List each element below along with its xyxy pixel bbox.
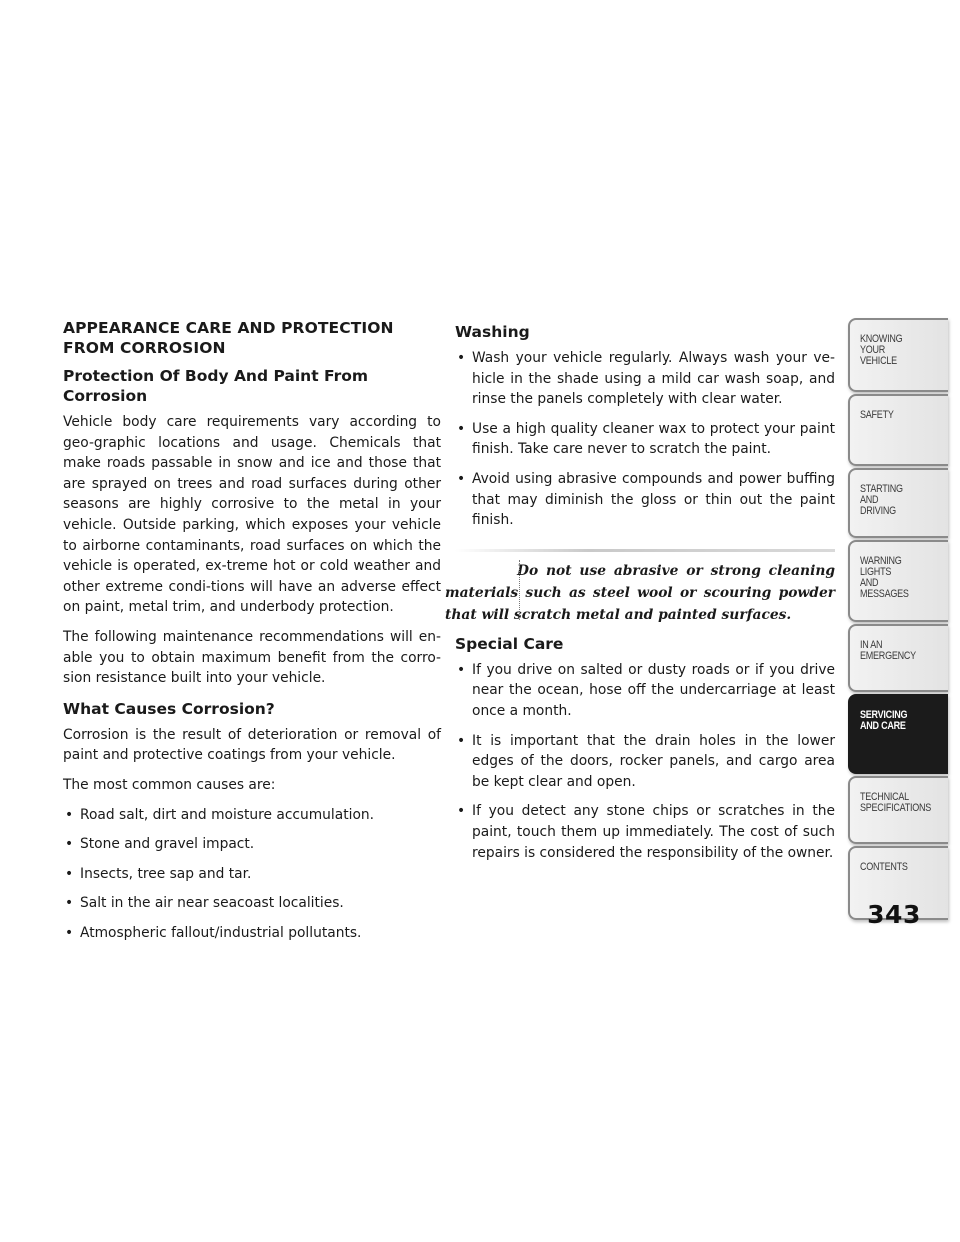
subheading-washing: Washing (455, 323, 530, 341)
list-item: • Insects, tree sap and tar. (63, 864, 441, 885)
list-item: • Stone and gravel impact. (63, 834, 441, 855)
list-item: • Avoid using abrasive compounds and power buffing that may diminish the gloss or thin out the paint finish. (457, 470, 835, 529)
causes-list (63, 805, 441, 944)
list-item: • Wash your vehicle regularly. Always wash your ve-hicle in the shade using a mild car wash soap, and rinse the panels completely with clear water. (457, 350, 835, 408)
caution-divider (455, 549, 835, 552)
bullet: • (65, 806, 74, 823)
left-column (63, 318, 441, 952)
list-item: • Atmospheric fallout/industrial pollutants. (63, 923, 441, 944)
bullet: • (457, 732, 466, 749)
section-tabs (848, 318, 948, 922)
list-item: • Use a high quality cleaner wax to protect your paint finish. Take care never to scratch the paint. (457, 420, 835, 458)
tab-servicing-and-care[interactable]: SERVICING AND CARE (848, 694, 948, 774)
list-item: • It is important that the drain holes in the lower edges of the doors, rocker panels, and cargo area be kept clear and open. (457, 732, 835, 790)
bullet: • (65, 895, 74, 912)
tab-warning-lights-and-messages[interactable]: WARNING LIGHTS AND MESSAGES (848, 540, 948, 622)
caution-marker (519, 560, 522, 620)
bullet: • (457, 350, 466, 366)
bullet: • (65, 865, 74, 882)
tab-safety[interactable]: SAFETY (848, 394, 948, 466)
tab-in-an-emergency[interactable]: IN AN EMERGENCY (848, 624, 948, 692)
tab-contents[interactable]: CONTENTS (848, 846, 948, 920)
tab-technical-specifications[interactable]: TECHNICAL SPECIFICATIONS (848, 776, 948, 844)
paragraph-common-causes: The most common causes are: (63, 776, 276, 793)
list-item: • If you drive on salted or dusty roads or if you drive near the ocean, hose off the undercarriage at least once a month. (457, 661, 835, 719)
bullet: • (65, 836, 74, 853)
caution-box (445, 549, 835, 626)
bullet: • (457, 420, 466, 437)
list-item: • If you detect any stone chips or scratches in the paint, touch them up immediately. The cost of such repairs is considered the responsibility of the owner. (457, 803, 835, 861)
paragraph-body-care: Vehicle body care requirements vary according to geo-graphic locations and usage. Chemicals that make roads passable in snow and ice and those that are sprayed on trees and road surfaces during other seasons are highly corrosive to the metal in your vehicle. Outside parking, which exposes your vehicle to airborne contaminants, road surfaces on which the vehicle is operated, ex-treme hot or cold weather and other extreme condi-tions will have an adverse effect on paint, metal trim, and underbody protection. (63, 414, 441, 616)
subheading-special-care: Special Care (455, 634, 564, 653)
bullet: • (65, 924, 74, 941)
right-column (445, 318, 835, 872)
subheading-causes: What Causes Corrosion? (63, 699, 275, 718)
section-heading: APPEARANCE CARE AND PROTECTION FROM CORROSION (63, 319, 394, 357)
list-item: • Salt in the air near seacoast localities. (63, 893, 441, 914)
paragraph-maintenance: The following maintenance recommendations will en-able you to obtain maximum benefit from the corro-sion resistance built into your vehicle. (63, 628, 441, 687)
tab-knowing-your-vehicle[interactable]: KNOWING YOUR VEHICLE (848, 318, 948, 392)
paragraph-corrosion-definition: Corrosion is the result of deterioration or removal of paint and protective coatings from your vehicle. (63, 726, 441, 764)
special-care-list (455, 660, 835, 863)
bullet: • (457, 470, 466, 487)
subheading-protection: Protection Of Body And Paint From Corrosion (63, 367, 369, 405)
bullet: • (457, 803, 466, 820)
bullet: • (457, 661, 466, 678)
caution-text: Do not use abrasive or strong cleaning materials such as steel wool or scouring powder that will scratch metal and painted surfaces. (445, 562, 835, 623)
list-item: • Road salt, dirt and moisture accumulation. (63, 805, 441, 826)
tab-starting-and-driving[interactable]: STARTING AND DRIVING (848, 468, 948, 538)
page-number: 343 (867, 900, 921, 929)
washing-list (455, 348, 835, 531)
